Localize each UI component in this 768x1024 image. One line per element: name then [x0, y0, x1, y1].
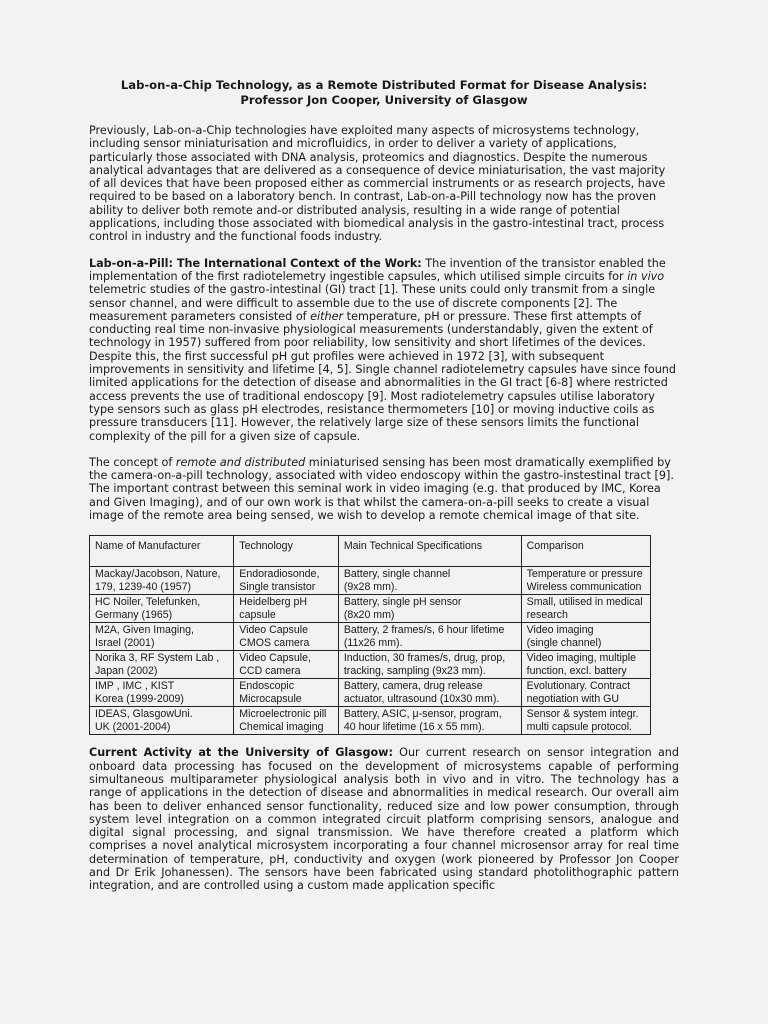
- cell-line: function, excl. battery: [526, 664, 627, 677]
- remote-sensing-paragraph: [89, 456, 679, 522]
- cell-line: Small, utilised in medical: [526, 596, 643, 609]
- cell-line: actuator, ultrasound (10x30 mm).: [343, 692, 500, 705]
- cell-line: Video imaging: [526, 624, 594, 637]
- cell-line: Video Capsule: [239, 624, 308, 637]
- table-cell: [234, 567, 339, 595]
- table-cell: [234, 651, 339, 679]
- cell-line: Battery, 2 frames/s, 6 hour lifetime: [343, 624, 505, 637]
- cell-line: 179, 1239-40 (1957): [95, 580, 192, 593]
- cell-line: Temperature or pressure: [526, 568, 643, 581]
- cell-line: 40 hour lifetime (16 x 55 mm).: [343, 720, 485, 733]
- table-cell: [234, 679, 339, 707]
- table-cell: [90, 595, 234, 623]
- column-header: Main Technical Specifications: [338, 536, 521, 567]
- cell-line: multi capsule protocol.: [526, 720, 633, 733]
- column-header: Name of Manufacturer: [90, 536, 234, 567]
- table-cell: [521, 567, 650, 595]
- section-heading-lab-on-a-pill: Lab-on-a-Pill: The International Context of the Work:: [89, 256, 422, 270]
- cell-line: CMOS camera: [239, 636, 310, 649]
- table-cell: [234, 595, 339, 623]
- table-cell: [338, 623, 521, 651]
- current-activity-paragraph: [89, 746, 679, 892]
- cell-line: HC Noiler, Telefunken,: [95, 596, 201, 609]
- table-cell: [521, 679, 650, 707]
- table-header-row: [90, 536, 651, 567]
- table-cell: [521, 651, 650, 679]
- cell-line: Video Capsule,: [239, 652, 311, 665]
- table-row: [90, 651, 651, 679]
- table-cell: [90, 567, 234, 595]
- cell-line: Israel (2001): [95, 636, 155, 649]
- cell-line: Endoscopic: [239, 680, 295, 693]
- cell-line: Sensor & system integr.: [526, 708, 639, 721]
- table-row: [90, 707, 651, 735]
- table-cell: [521, 623, 650, 651]
- title-line-1: Lab-on-a-Chip Technology, as a Remote Distributed Format for Disease Analysis:: [120, 78, 648, 92]
- document-title: [89, 78, 679, 107]
- cell-line: Video imaging, multiple: [526, 652, 636, 665]
- table-row: [90, 623, 651, 651]
- paragraph-text: The invention of the transistor enabled the implementation of the first radiotelemetry ingestible capsules, which utilised simple circuits for: [89, 256, 666, 283]
- paragraph-text: temperature, pH or pressure. These first attempts of conducting real time non-invasive physiological measurements (understandably, given the extent of technology in 1957) suffered from poor reliability, low sensitivity and short lifetimes of the devices. Despite this, the first successful pH gut profiles were achieved in 1972 [3], with subsequent improvements in sensitivity and lifetime [4, 5]. Single channel radiotelemetry capsules have since found limited applications for the detection of disease and abnormalities in the GI tract [6-8] where restricted access prevents the use of traditional endoscopy [9]. Most radiotelemetry capsules utilise laboratory type sensors such as glass pH electrodes, resistance thermometers [10] or moving inductive coils as pressure transducers [11]. However, the relatively large size of these sensors limits the functional complexity of the pill for a given size of capsule.: [89, 309, 676, 443]
- table-cell: [338, 679, 521, 707]
- italic-text: in vivo: [627, 269, 665, 283]
- cell-line: (11x26 mm).: [343, 636, 403, 649]
- manufacturer-comparison-table: [89, 535, 651, 735]
- table-cell: [90, 707, 234, 735]
- cell-line: Mackay/Jacobson, Nature,: [95, 568, 221, 581]
- cell-line: Endoradiosonde,: [239, 568, 320, 581]
- cell-line: (8x20 mm): [343, 608, 395, 621]
- table-row: [90, 595, 651, 623]
- cell-line: Norika 3, RF System Lab ,: [95, 652, 220, 665]
- table-row: [90, 567, 651, 595]
- cell-line: negotiation with GU: [526, 692, 620, 705]
- paragraph-text: telemetric studies of the gastro-intestinal (GI) tract [1]. These units could only transmit from a single sensor channel, and were difficult to assemble due to the use of discrete components [2]. The measurement parameters consisted of: [89, 283, 656, 323]
- cell-line: UK (2001-2004): [95, 720, 171, 733]
- lab-on-a-pill-paragraph: [89, 257, 679, 443]
- cell-line: Wireless communication: [526, 580, 642, 593]
- paragraph-text: miniaturised sensing has been most dramatically exemplified by the camera-on-a-pill technology, associated with video endoscopy within the gastro-instestinal tract [9]. The important contrast between this seminal work in video imaging (e.g. that produced by IMC, Korea and Given Imaging), and of our own work is that whilst the camera-on-a-pill seeks to create a visual image of the remote area being sensed, we wish to develop a remote chemical image of that site.: [89, 455, 674, 523]
- cell-line: tracking, sampling (9x23 mm).: [343, 664, 486, 677]
- column-header: Technology: [234, 536, 339, 567]
- cell-line: IDEAS, GlasgowUni.: [95, 708, 193, 721]
- table-cell: [338, 651, 521, 679]
- paragraph-text: The concept of: [89, 455, 176, 469]
- paragraph-text: Our current research on sensor integration and onboard data processing has focused on the development of microsystems capable of performing simultaneous multiparameter physiological analysis both in vivo and in vitro. The technology has a range of applications in the detection of disease and abnormalities in medical research. Our overall aim has been to deliver enhanced sensor functionality, reduced size and low power consumption, through system level integration on a common integrated circuit platform comprising sensors, analogue and digital signal processing, and signal transmission. We have therefore created a platform which comprises a novel analytical microsystem incorporating a four channel microsensor array for real time determination of temperature, pH, conductivity and oxygen (work pioneered by Professor Jon Cooper and Dr Erik Johanessen). The sensors have been fabricated using standard photolithographic pattern integration, and are controlled using a custom made application specific: [89, 746, 679, 893]
- cell-line: Evolutionary. Contract: [526, 680, 631, 693]
- cell-line: Germany (1965): [95, 608, 173, 621]
- cell-line: Induction, 30 frames/s, drug, prop,: [343, 652, 506, 665]
- table-cell: [234, 623, 339, 651]
- table-cell: [90, 679, 234, 707]
- cell-line: capsule: [239, 608, 276, 621]
- cell-line: Battery, single pH sensor: [343, 596, 462, 609]
- cell-line: M2A, Given Imaging,: [95, 624, 194, 637]
- cell-line: Battery, single channel: [343, 568, 451, 581]
- title-line-2: Professor Jon Cooper, University of Glasgow: [240, 92, 528, 107]
- cell-line: (single channel): [526, 636, 602, 649]
- cell-line: Battery, ASIC, μ-sensor, program,: [343, 708, 502, 721]
- cell-line: Chemical imaging: [239, 720, 324, 733]
- cell-line: Korea (1999-2009): [95, 692, 184, 705]
- cell-line: Microcapsule: [239, 692, 302, 705]
- table-cell: [90, 651, 234, 679]
- table-cell: [234, 707, 339, 735]
- cell-line: (9x28 mm).: [343, 580, 398, 593]
- table-cell: [338, 595, 521, 623]
- italic-text: either: [310, 309, 344, 323]
- table-cell: [521, 707, 650, 735]
- cell-line: Battery, camera, drug release: [343, 680, 483, 693]
- cell-line: Heidelberg pH: [239, 596, 308, 609]
- column-header: Comparison: [521, 536, 650, 567]
- cell-line: research: [526, 608, 568, 621]
- italic-text: remote and distributed: [175, 455, 306, 469]
- cell-line: Japan (2002): [95, 664, 158, 677]
- table-cell: [90, 623, 234, 651]
- table-cell: [521, 595, 650, 623]
- intro-paragraph: Previously, Lab-on-a-Chip technologies have exploited many aspects of microsystems technology, including sensor miniaturisation and microfluidics, in order to deliver a variety of applications, particularly those associated with DNA analysis, proteomics and diagnostics. Despite the numerous analytical advantages that are delivered as a consequence of device miniaturisation, the vast majority of all devices that have been proposed either as commercial instruments or as research projects, have required to be based on a laboratory bench. In contrast, Lab-on-a-Pill technology now has the proven ability to deliver both remote and-or distributed analysis, resulting in a wide range of potential applications, including those associated with biomedical analysis in the gastro-intestinal tract, process control in industry and the functional foods industry.: [89, 124, 666, 244]
- table-cell: [338, 707, 521, 735]
- cell-line: Single transistor: [239, 580, 316, 593]
- cell-line: IMP , IMC , KIST: [95, 680, 175, 693]
- cell-line: CCD camera: [239, 664, 301, 677]
- cell-line: Microelectronic pill: [239, 708, 327, 721]
- table-cell: [338, 567, 521, 595]
- table-row: [90, 679, 651, 707]
- section-heading-current-activity: Current Activity at the University of Glasgow:: [89, 746, 393, 760]
